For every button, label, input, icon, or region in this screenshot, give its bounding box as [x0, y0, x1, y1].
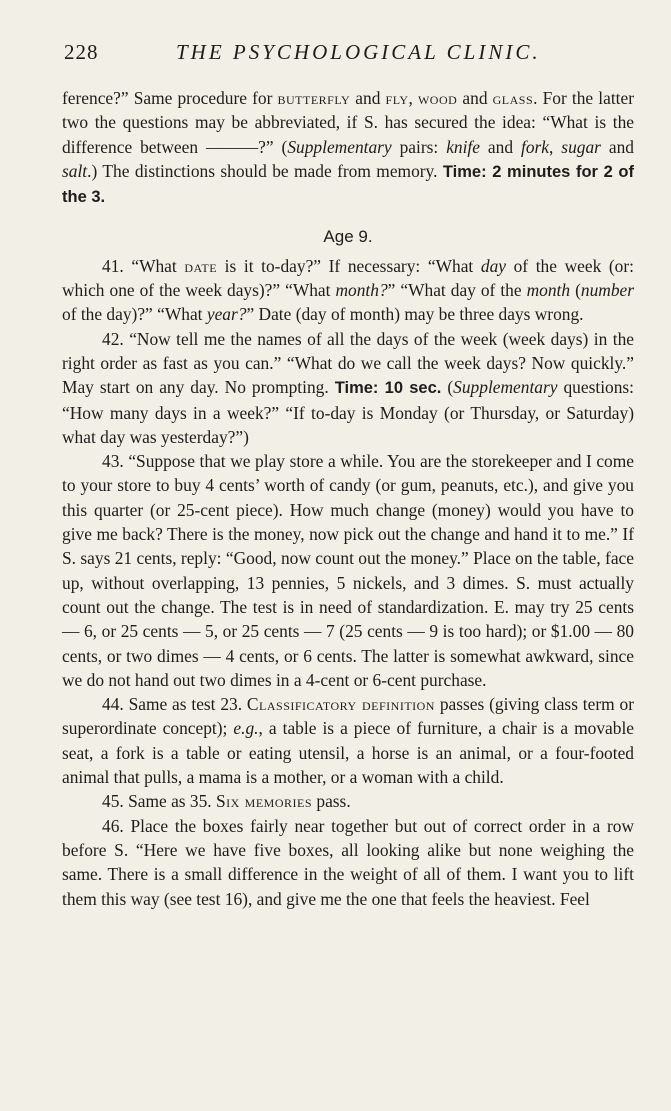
- page-header: [64, 40, 631, 66]
- text-run: and: [600, 136, 634, 157]
- text-run: of the week (or: which one of the week days)?” “What: [62, 255, 635, 301]
- text-run: ,: [408, 88, 418, 108]
- text-run: ference?” Same procedure for: [62, 88, 278, 108]
- text-run: number: [580, 280, 635, 301]
- text-run: 43. “Suppose that we play store a while. You are the storekeeper and I come to your store to buy 4 cents’ worth of candy (or gum, peanuts, etc.), and give you this quarter (or 25-cent piece). How much change (money) would you have to give me back? There is the money, now pick out the change and hand it to me.” If S. says 21 cents, reply: “Good, now count out the money.” Place on the table, face up, without overlapping, 13 pennies, 5 nickels, and 3 dimes. S. must actually count out the change. The test is in need of standardization. E. may try 25 cents — 6, or 25 cents — 5, or 25 cents — 7 (25 cents — 9 is too hard); or $1.00 — 80 cents, or two dimes — 4 cents, or 6 cents. The latter is somewhat awkward, since we do not hand out two dimes in a 4-cent or 6-cent purchase.: [62, 451, 634, 690]
- text-run: 44. Same as test 23.: [102, 694, 247, 715]
- paragraph-test-46: [62, 814, 634, 911]
- text-run: passes (giving class term or superordinate concept);: [62, 694, 634, 739]
- paragraph-test-44: [62, 692, 634, 789]
- text-run: ,: [549, 136, 562, 157]
- paragraph-test-42: [62, 327, 634, 449]
- text-run: Classificatory definition: [246, 694, 435, 715]
- text-run: ” Date (day of month) may be three days wrong.: [246, 304, 584, 325]
- text-run: 46. Place the boxes fairly near together but out of correct order in a row before S. “Here we have five boxes, all looking alike but none weighing the same. There is a small difference in the weight of all of them. I want you to lift them this way (see test 16), and give me the one that feels the heaviest. Feel: [62, 815, 634, 909]
- text-run: ” “What day of the: [387, 280, 527, 301]
- text-run: knife: [446, 136, 480, 157]
- paragraph-test-43: [62, 449, 634, 692]
- text-run: fork: [520, 136, 549, 157]
- text-run: day: [480, 255, 506, 276]
- text-run: and: [457, 88, 493, 108]
- text-run: date: [184, 255, 218, 276]
- running-title: THE PSYCHOLOGICAL CLINIC.: [176, 40, 541, 64]
- text-run: fly: [385, 88, 409, 108]
- text-run: sugar: [561, 136, 601, 157]
- text-run: butterfly: [277, 88, 351, 108]
- text-run: salt: [62, 160, 88, 181]
- text-run: and: [350, 88, 386, 108]
- text-run: month?: [335, 280, 388, 301]
- text-run: 41. “What: [102, 255, 185, 276]
- section-heading-age-9: Age 9.: [323, 227, 373, 247]
- text-run: Time: 10 sec.: [334, 379, 442, 398]
- text-run: .) The distinctions should be made from memory.: [87, 160, 443, 181]
- text-run: wood: [417, 88, 458, 108]
- page-number: 228: [64, 40, 99, 64]
- text-run: 42. “Now tell me the names of all the days of the week (week days) in the right order as fast as you can.” “What do we call the week days? Now quickly.” May start on any day. No prompting.: [62, 328, 634, 398]
- paragraph-test-45: [62, 789, 634, 813]
- text-run: (: [570, 280, 581, 301]
- paragraph-test-41: [62, 254, 634, 327]
- page-body: [62, 86, 634, 911]
- text-run: pass.: [312, 791, 351, 812]
- paragraph-continued: [62, 86, 634, 209]
- text-run: Supplementary: [287, 136, 392, 157]
- text-run: pairs:: [391, 136, 447, 157]
- text-run: (: [441, 377, 454, 398]
- text-run: , a table is a piece of furniture, a chair is a movable seat, a fork is a table or eating utensil, a horse is an animal, or a four-footed animal that pulls, a mama is a mother, or a woman with a child.: [62, 718, 634, 788]
- text-run: of the day)?” “What: [62, 304, 207, 325]
- text-run: glass: [492, 88, 534, 108]
- text-run: and: [479, 136, 521, 157]
- text-run: e.g.: [233, 718, 259, 739]
- text-run: 45. Same as 35.: [102, 791, 216, 812]
- text-run: year?: [206, 304, 247, 325]
- text-run: month: [526, 280, 571, 301]
- text-run: . For the latter two the questions may be abbreviated, if S. has secured the idea: “What is the difference between ———?” (: [62, 88, 634, 157]
- text-run: questions: “How many days in a week?” “If to-day is Monday (or Thursday, or Saturday) what day was yesterday?”): [62, 377, 635, 447]
- text-run: is it to-day?” If necessary: “What: [217, 255, 481, 276]
- text-run: Supplementary: [453, 377, 558, 398]
- text-run: Time: 2 minutes for 2 of the 3.: [62, 162, 634, 207]
- text-run: Six memories: [216, 791, 313, 812]
